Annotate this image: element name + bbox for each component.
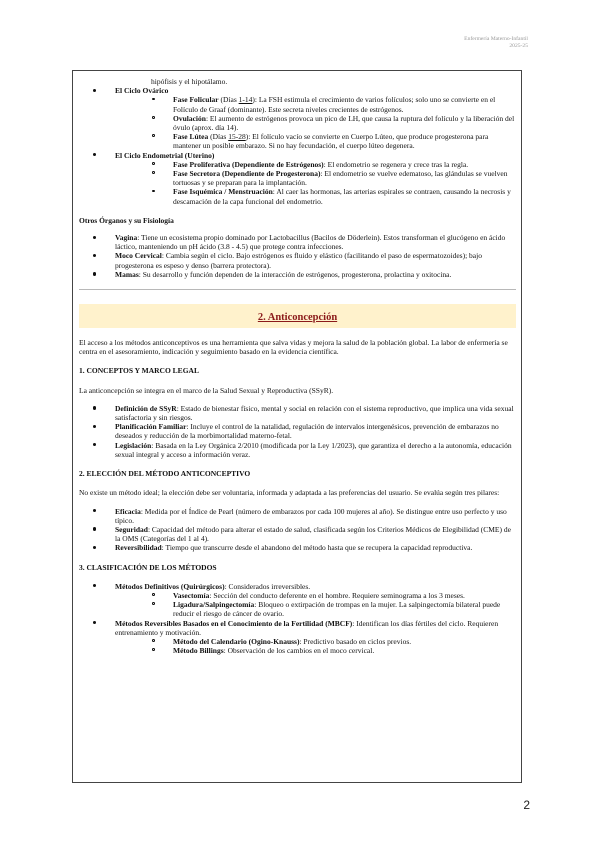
item-text: : El endometrio se regenera y crece tras la regla. xyxy=(323,159,469,169)
item-text: : Bloqueo o extirpación de trompas en la mujer. La salpingectomía bilateral puede reducir el riesgo de cáncer de ovario. xyxy=(173,600,501,619)
list-item xyxy=(151,187,516,205)
item-text: : Tiene un ecosistema propio dominado por Lactobacillus (Bacilos de Döderlein). Estos transforman el glucógeno en ácido láctico, manteniendo un pH ácido (3.8 - 4.5) que protege contra infecciones. xyxy=(115,233,506,252)
list-item xyxy=(151,132,516,150)
list-item xyxy=(79,582,516,619)
item-term: Fase Isquémica / Menstruación xyxy=(173,187,273,197)
item-term: Fase Secretora (Dependiente de Progesterona) xyxy=(173,169,321,179)
endometrial-cycle-title: El Ciclo Endometrial (Uterino) xyxy=(115,150,215,160)
item-text: : Considerados irreversibles. xyxy=(224,581,311,591)
list-item xyxy=(79,151,516,206)
item-text: ): El folículo vacío se convierte en Cuerpo Lúteo, que produce progesterona para mantener un posible embarazo. Si no hay fecundación, el cuerpo lúteo degenera. xyxy=(173,132,489,151)
page-number: 2 xyxy=(523,798,530,812)
item-term: Vasectomía xyxy=(173,590,210,600)
list-item xyxy=(79,525,516,543)
item-text: : Sección del conducto deferente en el hombre. Requiere seminograma a los 3 meses. xyxy=(209,590,465,600)
list-item xyxy=(79,86,516,150)
item-term: Eficacia xyxy=(115,506,141,516)
heading-eleccion: 2. ELECCIÓN DEL MÉTODO ANTICONCEPTIVO xyxy=(79,469,251,479)
item-text: : Cambia según el ciclo. Bajo estrógenos es fluido y elástico (facilitando el paso de espermatozoides); bajo progesterona es espeso y denso (barrera protectora). xyxy=(115,251,482,270)
item-text: : Capacidad del método para alterar el estado de salud, clasificada según los Criterios Médicos de Elegibilidad (CME) de la OMS (Categorías del 1 al 4). xyxy=(115,524,511,544)
list-item xyxy=(151,95,516,113)
item-term: Vagina xyxy=(115,233,138,243)
conceptos-list xyxy=(79,404,516,459)
item-text: (Días xyxy=(208,132,229,142)
heading-conceptos: 1. CONCEPTOS Y MARCO LEGAL xyxy=(79,366,199,376)
list-item xyxy=(79,422,516,440)
item-text: ): La FSH estimula el crecimiento de varios folículos; solo uno se convierte en el Folículo de Graaf (dominante). Este secreta niveles crecientes de estrógenos. xyxy=(173,95,496,114)
definitivos-sublist xyxy=(115,591,516,619)
clasificacion-list xyxy=(79,582,516,656)
item-text: : Observación de los cambios en el moco cervical. xyxy=(223,646,375,656)
content-frame xyxy=(72,70,522,783)
item-term: Métodos Reversibles Basados en el Conocimiento de la Fertilidad (MBCF) xyxy=(115,618,353,628)
item-term: Fase Proliferativa (Dependiente de Estrógenos) xyxy=(173,159,324,169)
section-title-bar xyxy=(79,304,516,328)
item-term: Métodos Definitivos (Quirúrgicos) xyxy=(115,581,225,591)
item-text: : Predictivo basado en ciclos previos. xyxy=(299,636,412,646)
section-intro: El acceso a los métodos anticonceptivos es una herramienta que salva vidas y mejora la salud de la población global. La labor de enfermería se centra en el asesoramiento, indicación y seguimiento basado en la evidencia científica. xyxy=(79,338,508,357)
list-item xyxy=(151,591,516,600)
list-item xyxy=(151,169,516,187)
conceptos-intro: La anticoncepción se integra en el marco de la Salud Sexual y Reproductiva (SSyR). xyxy=(79,385,334,395)
list-item xyxy=(151,114,516,132)
list-item xyxy=(79,543,516,552)
item-term: Legislación xyxy=(115,440,152,450)
list-item xyxy=(79,404,516,422)
item-term: Fase Folicular xyxy=(173,95,219,105)
list-item xyxy=(151,600,516,618)
list-item xyxy=(79,270,516,279)
list-item xyxy=(151,646,516,655)
item-term: Mamas xyxy=(115,269,139,279)
list-item xyxy=(79,441,516,459)
item-text: : Estado de bienestar físico, mental y social en relación con el sistema reproductivo, que implica una vida sexual satisfactoria y sin riesgos. xyxy=(115,403,514,423)
item-term: Planificación Familiar xyxy=(115,422,187,432)
day-range-link[interactable]: 15-28 xyxy=(228,132,246,142)
list-item xyxy=(79,251,516,269)
otros-organos-list xyxy=(79,233,516,279)
eleccion-intro: No existe un método ideal; la elección debe ser voluntaria, informada y adaptada a las preferencias del usuario. Se evalúa según tres pilares: xyxy=(79,488,500,498)
heading-clasificacion: 3. CLASIFICACIÓN DE LOS MÉTODOS xyxy=(79,562,217,572)
list-item xyxy=(151,637,516,646)
item-text: : El aumento de estrógenos provoca un pico de LH, que causa la ruptura del folículo y la liberación del óvulo (aprox. día 14). xyxy=(173,113,515,133)
eleccion-list xyxy=(79,507,516,553)
item-text: : Medida por el Índice de Pearl (número de embarazos por cada 100 mujeres al año). Se distingue entre uso perfecto y uso típico. xyxy=(115,506,507,525)
continuation-text: hipófisis y el hipotálamo. xyxy=(151,77,228,86)
mbcf-sublist xyxy=(115,637,516,655)
item-term: Ovulación xyxy=(173,113,206,123)
item-text: : Basada en la Ley Orgánica 2/2010 (modificada por la Ley 1/2023), que garantiza el derecho a la autonomía, educación sexual integral y acceso a información veraz. xyxy=(115,440,512,459)
ovarian-cycle-title: El Ciclo Ovárico xyxy=(115,86,169,96)
item-text: : Tiempo que transcurre desde el abandono del método hasta que se recupera la capacidad reproductiva. xyxy=(161,543,473,553)
section-title: 2. Anticoncepción xyxy=(257,312,338,324)
header-year: 2025-25 xyxy=(509,43,528,50)
endometrial-sublist xyxy=(115,160,516,206)
header-course: Enfermería Materno-Infantil xyxy=(464,36,528,42)
section-divider xyxy=(79,289,516,290)
day-range-link[interactable]: 1-14 xyxy=(238,95,253,105)
item-term: Método del Calendario (Ogino-Knauss) xyxy=(173,636,300,646)
list-item xyxy=(79,233,516,251)
item-text: (Días xyxy=(218,95,239,105)
ovarian-sublist xyxy=(115,95,516,150)
item-term: Seguridad xyxy=(115,524,148,534)
list-item xyxy=(151,160,516,169)
otros-organos-heading: Otros Órganos y su Fisiología xyxy=(79,215,174,225)
list-item xyxy=(79,619,516,656)
page-header xyxy=(464,36,528,51)
list-item xyxy=(79,507,516,525)
item-text: : Su desarrollo y función dependen de la interacción de estrógenos, progesterona, prolactina y oxitocina. xyxy=(138,269,452,279)
item-term: Reversibilidad xyxy=(115,543,162,553)
item-text: : Identifican los días fértiles del ciclo. Requieren entrenamiento y motivación. xyxy=(115,618,499,637)
item-term: Definición de SSyR xyxy=(115,403,177,413)
cycle-list xyxy=(79,86,516,206)
item-text: : Al caer las hormonas, las arterias espirales se contraen, causando la necrosis y descamación de la capa funcional del endometrio. xyxy=(173,187,511,206)
item-term: Moco Cervical xyxy=(115,251,162,261)
item-text: : El endometrio se vuelve edematoso, las glándulas se vuelven tortuosas y se preparan para la implantación. xyxy=(173,169,508,188)
item-term: Método Billings xyxy=(173,646,224,656)
item-term: Ligadura/Salpingectomía xyxy=(173,600,255,610)
item-text: : Incluye el control de la natalidad, regulación de intervalos intergenésicos, prevención de embarazos no deseados y reducción de la morbimortalidad materno-fetal. xyxy=(115,422,499,441)
item-term: Fase Lútea xyxy=(173,132,209,142)
